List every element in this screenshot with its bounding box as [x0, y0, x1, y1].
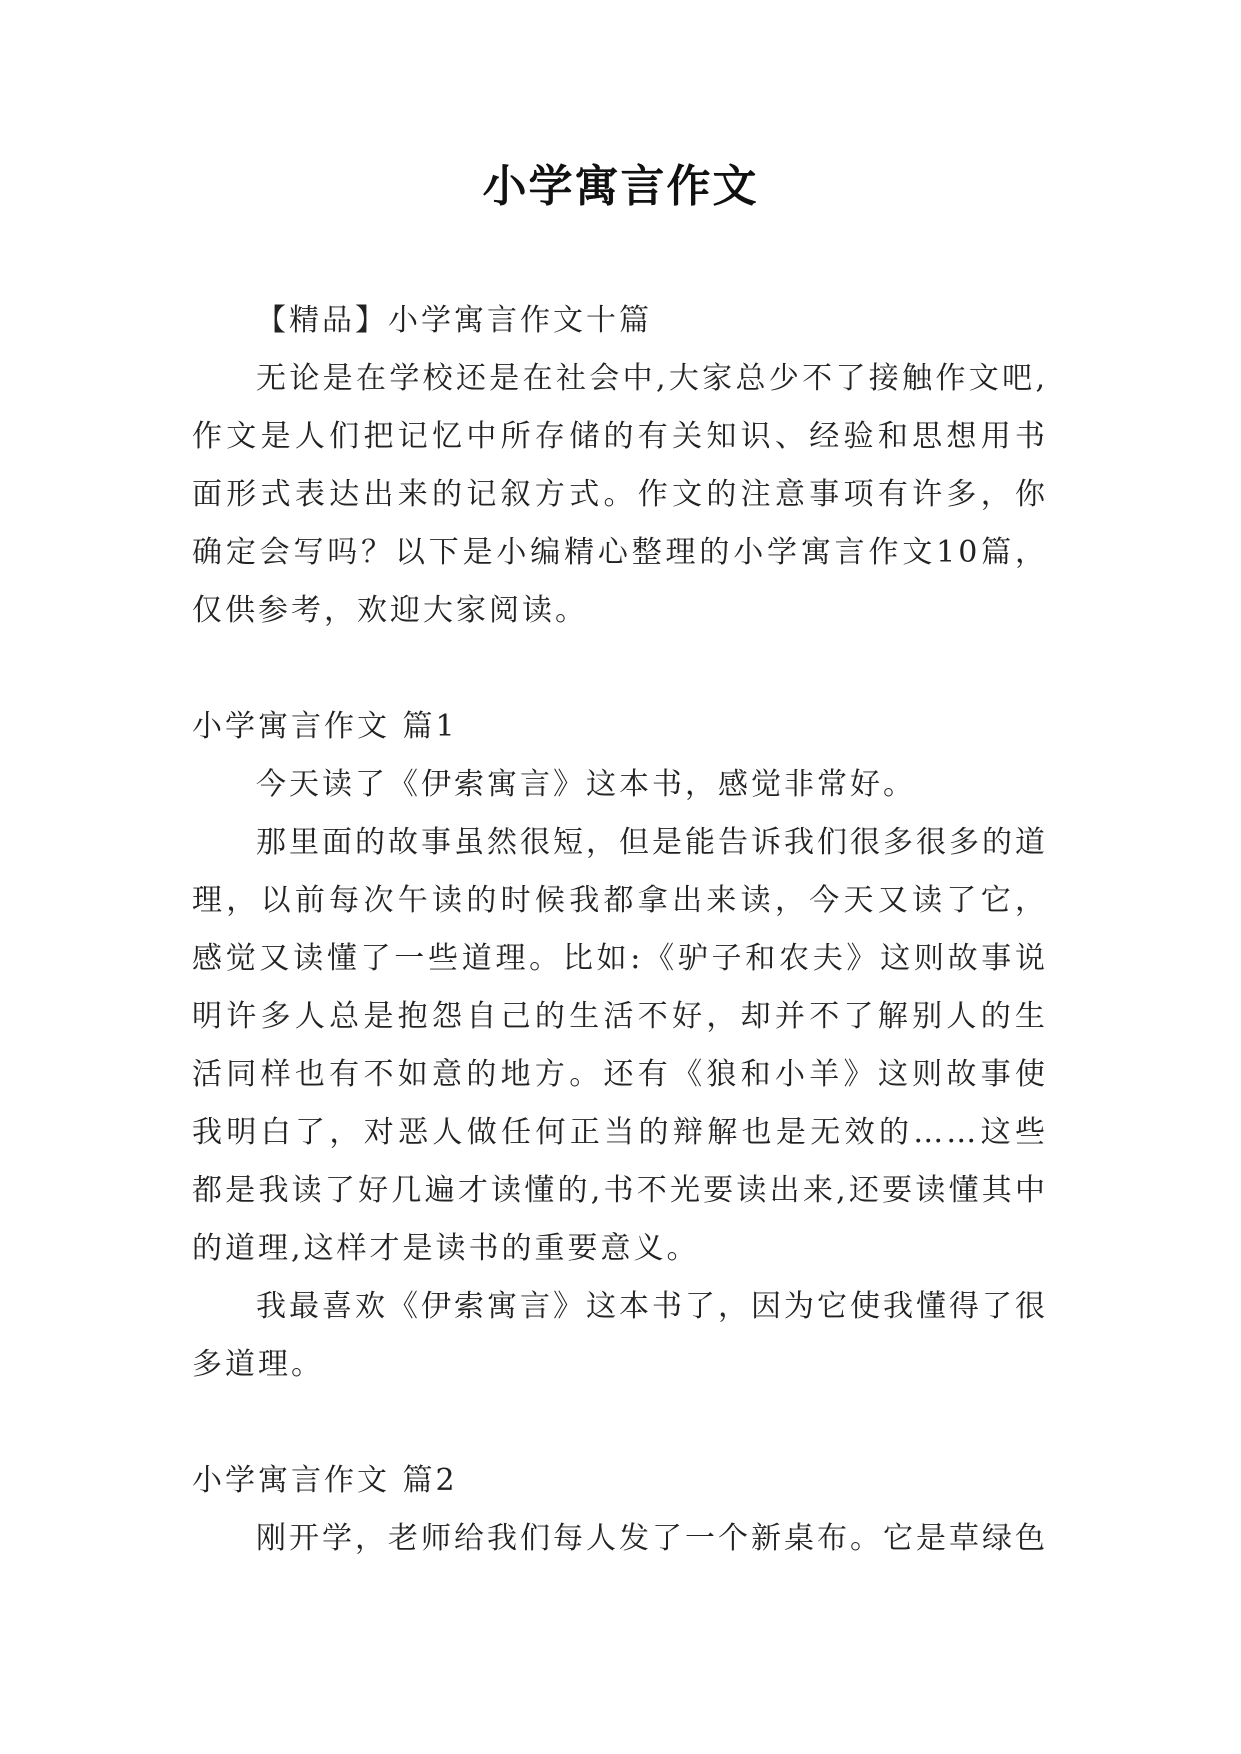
section-heading: 小学寓言作文 篇2 — [192, 1463, 458, 1498]
body-paragraph: 刚开学，老师给我们每人发了一个新桌布。它是草绿色 — [256, 1521, 1048, 1556]
section-spacer — [192, 640, 1048, 698]
section-2 — [192, 1452, 1048, 1568]
body-paragraph: 那里面的故事虽然很短，但是能告诉我们很多很多的道理，以前每次午读的时候我都拿出来读，今天又读了它，感觉又读懂了一些道理。比如:《驴子和农夫》这则故事说明许多人总是抱怨自己的生活不好，却并不了解别人的生活同样也有不如意的地方。还有《狼和小羊》这则故事使我明白了，对恶人做任何正当的辩解也是无效的……这些都是我读了好几遍才读懂的,书不光要读出来,还要读懂其中的道理,这样才是读书的重要意义。 — [192, 825, 1048, 1266]
document-body — [192, 292, 1048, 1568]
body-paragraph: 今天读了《伊索寓言》这本书，感觉非常好。 — [256, 767, 916, 802]
intro-paragraph: 无论是在学校还是在社会中,大家总少不了接触作文吧,作文是人们把记忆中所存储的有关知识、经验和思想用书面形式表达出来的记叙方式。作文的注意事项有许多，你确定会写吗？以下是小编精心整理的小学寓言作文10篇，仅供参考，欢迎大家阅读。 — [192, 361, 1048, 628]
body-paragraph: 我最喜欢《伊索寓言》这本书了，因为它使我懂得了很多道理。 — [192, 1289, 1048, 1382]
document-subtitle: 【精品】小学寓言作文十篇 — [256, 303, 652, 338]
section-heading: 小学寓言作文 篇1 — [192, 709, 458, 744]
section-1 — [192, 698, 1048, 1394]
document-title: 小学寓言作文 — [482, 161, 759, 212]
section-spacer — [192, 1394, 1048, 1452]
